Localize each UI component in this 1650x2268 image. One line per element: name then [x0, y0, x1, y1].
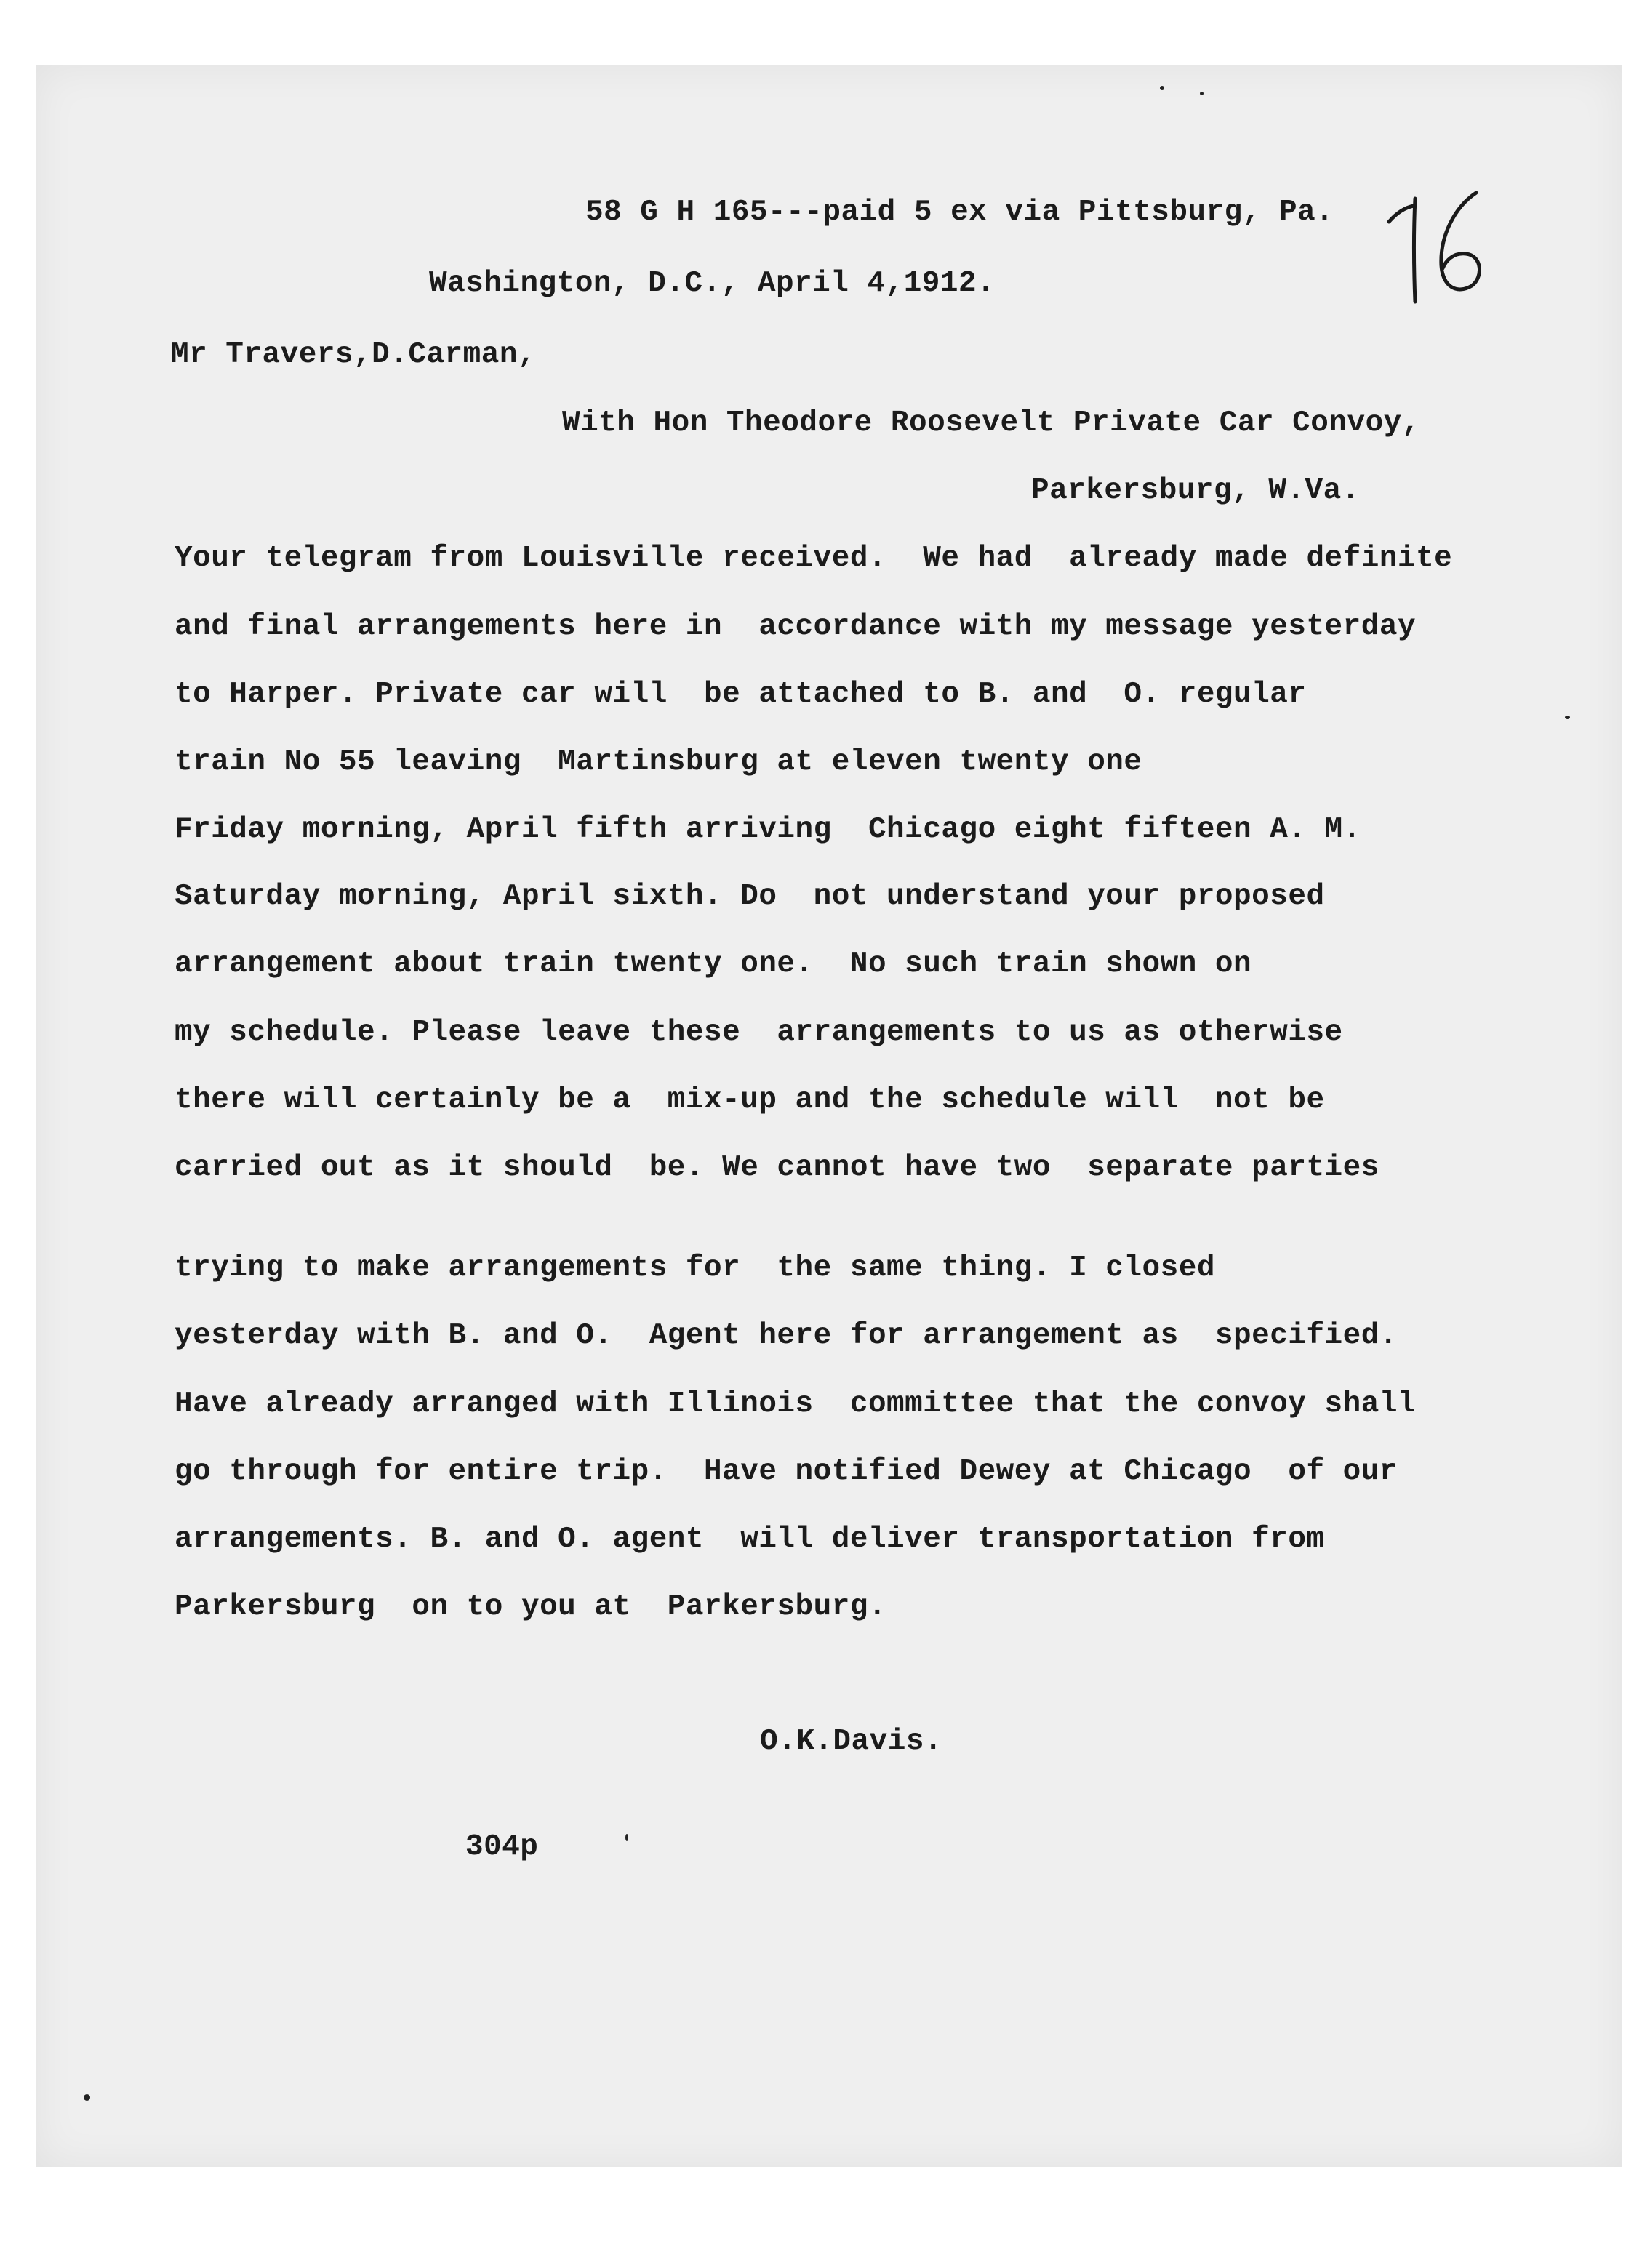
body-line: Have already arranged with Illinois committee that the convoy shall: [175, 1387, 1417, 1421]
paper-speck: [625, 1834, 628, 1841]
addressee: Mr Travers,D.Carman,: [171, 338, 537, 372]
signature: O.K.Davis.: [760, 1725, 943, 1758]
body-line: Friday morning, April fifth arriving Chicago eight fifteen A. M.: [175, 813, 1361, 846]
body-line: Saturday morning, April sixth. Do not understand your proposed: [175, 880, 1325, 913]
body-line: trying to make arrangements for the same thing. I closed: [175, 1251, 1215, 1285]
paper-speck: [1565, 716, 1570, 719]
paper-speck: [1200, 92, 1204, 95]
body-line: Parkersburg on to you at Parkersburg.: [175, 1590, 887, 1624]
body-line: to Harper. Private car will be attached to B. and O. regular: [175, 678, 1307, 711]
header-code: 58 G H 165---paid 5 ex via Pittsburg, Pa.: [585, 196, 1334, 229]
body-line: carried out as it should be. We cannot have two separate parties: [175, 1151, 1379, 1185]
body-line: arrangement about train twenty one. No such train shown on: [175, 947, 1252, 981]
time-code: 304p: [465, 1830, 539, 1864]
body-line: Your telegram from Louisville received. We had already made definite: [175, 542, 1453, 575]
dateline: Washington, D.C., April 4,1912.: [429, 267, 996, 300]
body-line: go through for entire trip. Have notified Dewey at Chicago of our: [175, 1455, 1398, 1488]
address-line-2: Parkersburg, W.Va.: [1031, 474, 1360, 508]
body-line: my schedule. Please leave these arrangements to us as otherwise: [175, 1016, 1343, 1049]
paper-speck: [1160, 86, 1164, 90]
body-line: yesterday with B. and O. Agent here for arrangement as specified.: [175, 1319, 1398, 1353]
paper-speck: [84, 2094, 90, 2101]
address-line-1: With Hon Theodore Roosevelt Private Car Convoy,: [562, 406, 1420, 440]
handwritten-folio-number: [1382, 185, 1505, 316]
body-line: train No 55 leaving Martinsburg at eleven twenty one: [175, 745, 1142, 779]
body-line: and final arrangements here in accordance with my message yesterday: [175, 610, 1417, 644]
body-line: arrangements. B. and O. agent will deliver transportation from: [175, 1523, 1325, 1556]
body-line: there will certainly be a mix-up and the schedule will not be: [175, 1083, 1325, 1117]
